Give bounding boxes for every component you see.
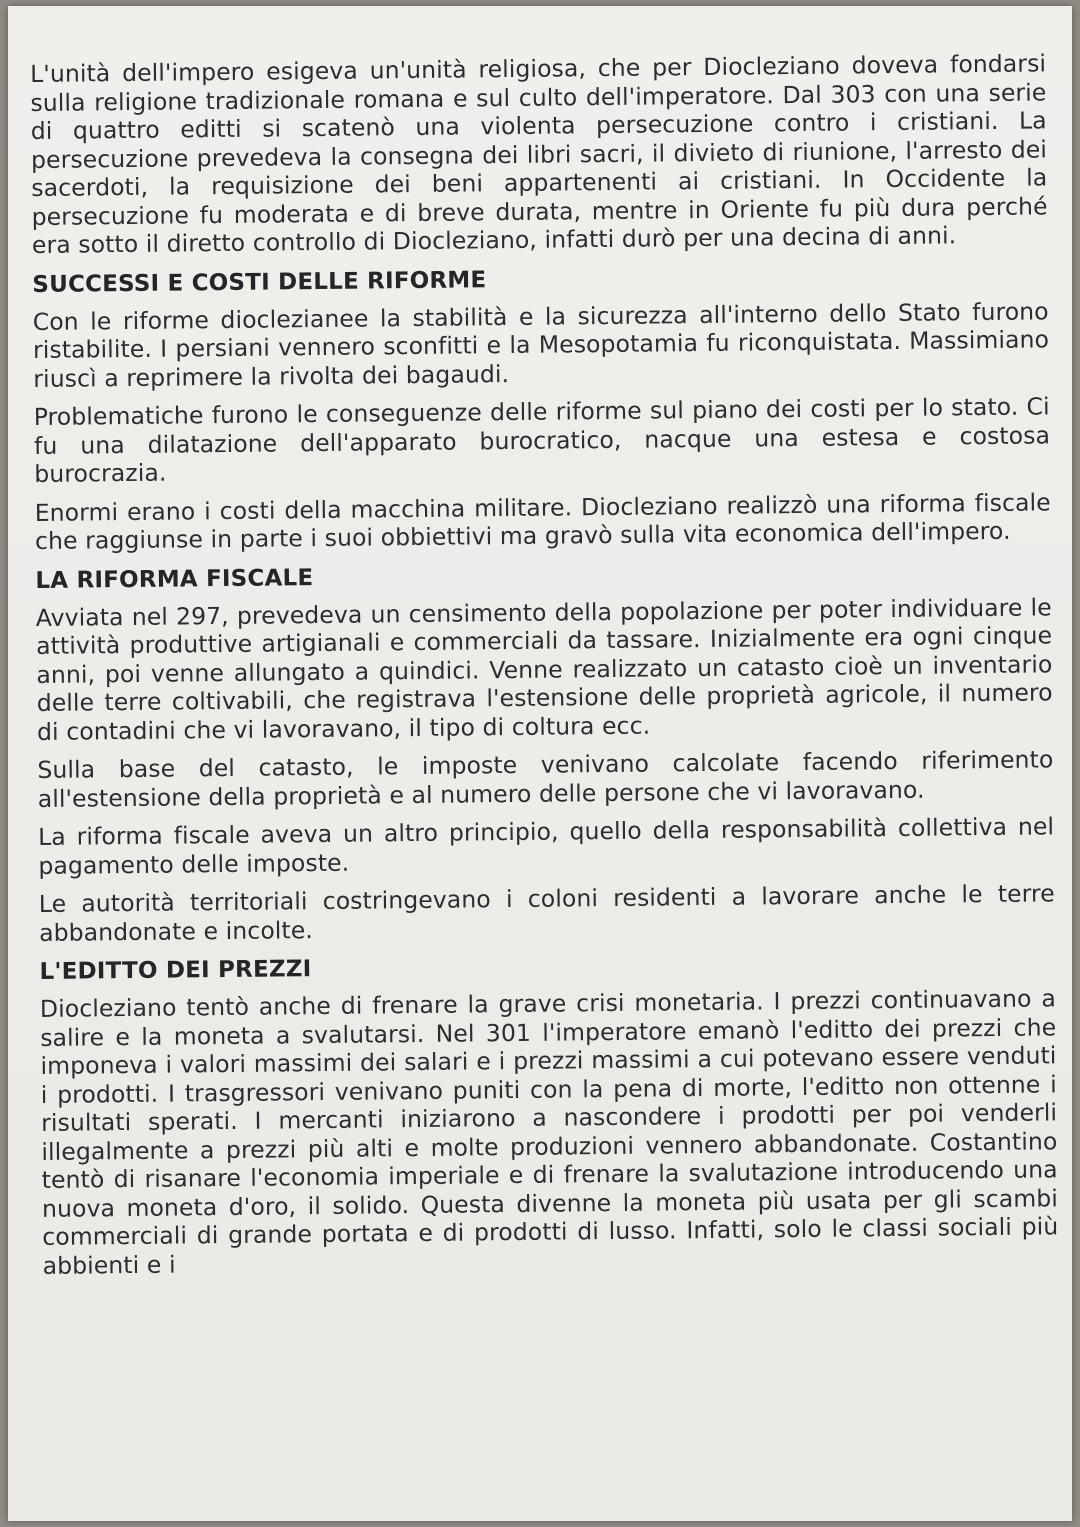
heading-riforma-fiscale: LA RIFORMA FISCALE: [35, 564, 314, 594]
paragraph-riforma-3: La riforma fiscale aveva un altro principio, quello della responsabilità collettiva nel pagamento delle imposte.: [37, 812, 1055, 880]
paragraph-successi-2: Problematiche furono le conseguenze delle riforme sul piano dei costi per lo stato. Ci fu una dilatazione dell'apparato burocratico, nacque una estesa e costosa burocrazia.: [33, 392, 1051, 488]
paragraph-successi-3: Enormi erano i costi della macchina militare. Diocleziano realizzò una riforma fiscale che raggiunse in parte i suoi obbiettivi ma gravò sulla vita economica dell'impero.: [34, 487, 1051, 555]
intro-paragraph: L'unità dell'impero esigeva un'unità religiosa, che per Diocleziano doveva fondarsi sulla religione tradizionale romana e sul culto dell'imperatore. Dal 303 con una serie di quattro editti si scatenò una violenta persecuzione contro i cristiani. La persecuzione prevedeva la consegna dei libri sacri, il divieto di riunione, l'arresto dei sacerdoti, la requisizione dei beni appartenenti ai cristiani. In Occidente la persecuzione fu moderata e di breve durata, mentre in Oriente fu più dura perché era sotto il diretto controllo di Diocleziano, infatti durò per una decina di anni.: [30, 49, 1048, 259]
document-page: [8, 6, 1072, 1521]
document-content: [30, 49, 1059, 1280]
paragraph-riforma-4: Le autorità territoriali costringevano i coloni residenti a lavorare anche le terre abbandonate e incolte.: [38, 879, 1055, 947]
paragraph-editto: Diocleziano tentò anche di frenare la grave crisi monetaria. I prezzi continuavano a salire e la moneta a svalutarsi. Nel 301 l'imperatore emanò l'editto dei prezzi che imponeva i valori massimi dei salari e i prezzi massimi a cui potevano essere venduti i prodotti. I trasgressori venivano puniti con la pena di morte, l'editto non ottenne i risultati sperati. I mercanti iniziarono a nascondere i prodotti per poi venderli illegalmente a prezzi più alti e molte produzioni vennero abbandonate. Costantino tentò di risanare l'economia imperiale e di frenare la svalutazione introducendo una nuova moneta d'oro, il solido. Questa divenne la moneta più usata per gli scambi commerciali di grande portata e di prodotti di lusso. Infatti, solo le classi sociali più abbienti e i: [39, 984, 1059, 1280]
paragraph-successi-1: Con le riforme dioclezianee la stabilità e la sicurezza all'interno dello Stato furono ristabilite. I persiani vennero sconfitti e la Mesopotamia fu riconquistata. Massimiano riuscì a reprimere la rivolta dei bagaudi.: [32, 296, 1050, 393]
heading-editto: L'EDITTO DEI PREZZI: [39, 956, 312, 985]
heading-successi: SUCCESSI E COSTI DELLE RIFORME: [32, 266, 487, 298]
paragraph-riforma-2: Sulla base del catasto, le imposte venivano calcolate facendo riferimento all'estensione della proprietà e al numero delle persone che vi lavoravano.: [37, 745, 1054, 813]
paragraph-riforma-1: Avviata nel 297, prevedeva un censimento della popolazione per poter individuare le attività produttive artigianali e commerciali da tassare. Inizialmente era ogni cinque anni, poi venne allungato a quindici. Venne realizzato un catasto cioè un inventario delle terre coltivabili, che registrava l'estensione delle proprietà agricole, il numero di contadini che vi lavoravano, il tipo di coltura ecc.: [35, 592, 1053, 746]
